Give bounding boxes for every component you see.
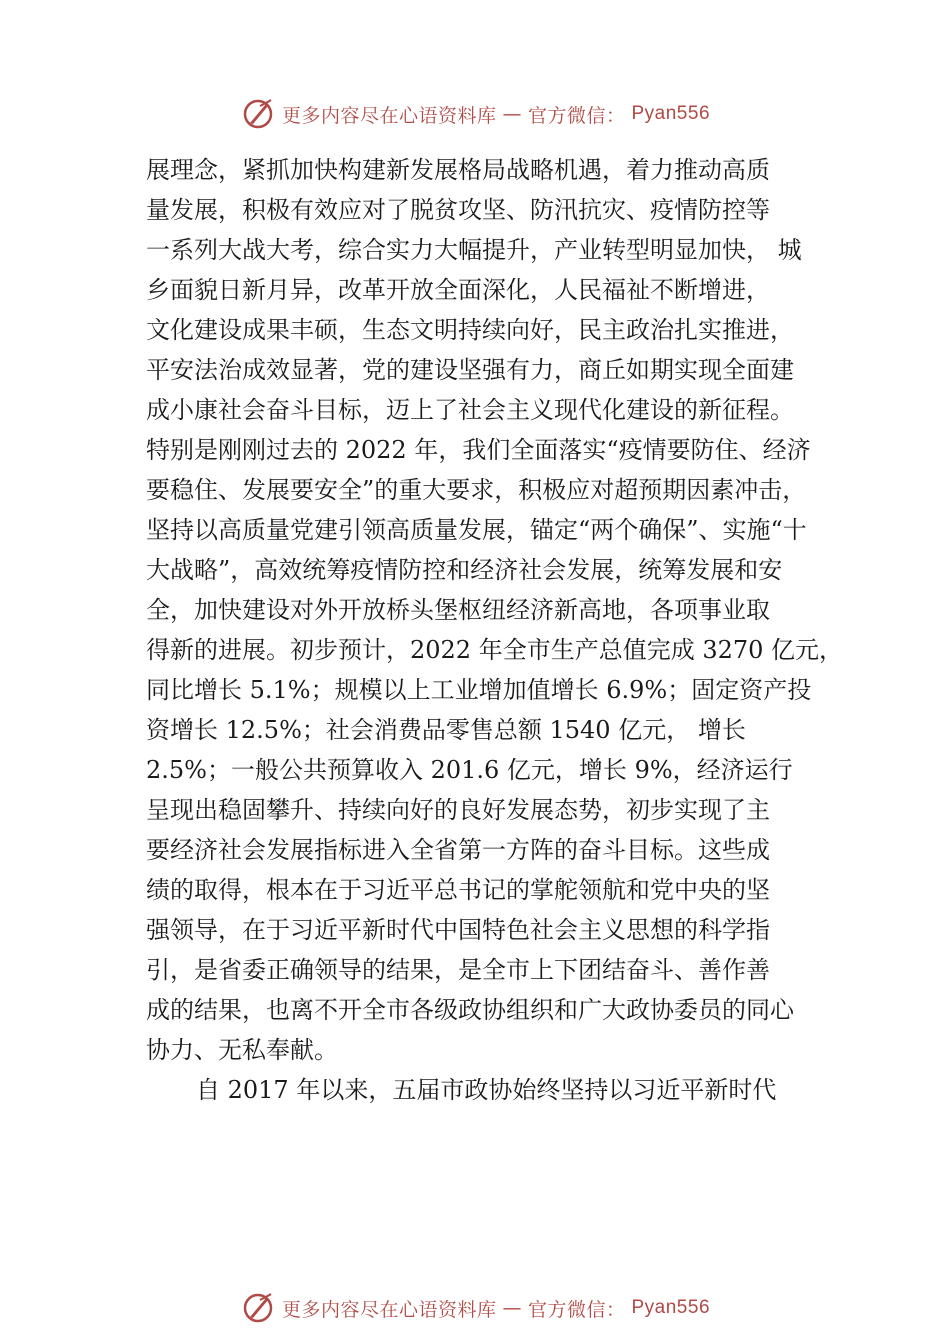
text-line: 要经济社会发展指标进入全省第一方阵的奋斗目标。这些成 bbox=[146, 836, 770, 864]
document-body bbox=[146, 150, 844, 1110]
watermark-site-text: 更多内容尽在心语资料库 bbox=[281, 104, 497, 127]
text-line: 同比增长 5.1%；规模以上工业增加值增长 6.9%；固定资产投 bbox=[146, 676, 812, 704]
text-line: 得新的进展。初步预计，2022 年全市生产总值完成 3270 亿元， bbox=[146, 636, 844, 664]
text-line: 平安法治成效显著，党的建设坚强有力，商丘如期实现全面建 bbox=[146, 356, 794, 384]
text-line: 要稳住、发展要安全”的重大要求，积极应对超预期因素冲击， bbox=[146, 476, 807, 504]
text-line: 协力、无私奉献。 bbox=[146, 1036, 338, 1064]
text-line: 一系列大战大考，综合实力大幅提升，产业转型明显加快， 城 bbox=[146, 236, 802, 264]
text-line: 成小康社会奋斗目标，迈上了社会主义现代化建设的新征程。 bbox=[146, 396, 794, 424]
quill-logo-icon bbox=[240, 1290, 276, 1326]
watermark-label: 官方微信： bbox=[527, 1298, 626, 1321]
text-line: 引，是省委正确领导的结果，是全市上下团结奋斗、善作善 bbox=[146, 956, 770, 984]
text-line: 文化建设成果丰硕，生态文明持续向好，民主政治扎实推进， bbox=[146, 316, 794, 344]
text-line: 绩的取得，根本在于习近平总书记的掌舵领航和党中央的坚 bbox=[146, 876, 770, 904]
watermark-site-text: 更多内容尽在心语资料库 bbox=[281, 1298, 497, 1321]
text-line: 乡面貌日新月异，改革开放全面深化，人民福祉不断增进， bbox=[146, 276, 770, 304]
text-line: 特别是刚刚过去的 2022 年，我们全面落实“疫情要防住、经济 bbox=[146, 436, 811, 464]
text-line: 资增长 12.5%；社会消费品零售总额 1540 亿元， 增长 bbox=[146, 716, 746, 744]
watermark-footer bbox=[0, 1290, 950, 1326]
watermark-wechat-id: Pyan556 bbox=[631, 1297, 711, 1318]
watermark-label: 官方微信： bbox=[527, 104, 626, 127]
watermark-separator: — bbox=[502, 1297, 522, 1319]
text-line: 2.5%；一般公共预算收入 201.6 亿元，增长 9%，经济运行 bbox=[146, 756, 793, 784]
watermark-header bbox=[0, 96, 950, 132]
quill-logo-icon bbox=[240, 96, 276, 132]
watermark-wechat-id: Pyan556 bbox=[631, 103, 711, 124]
text-line: 强领导，在于习近平新时代中国特色社会主义思想的科学指 bbox=[146, 916, 770, 944]
text-line: 成的结果，也离不开全市各级政协组织和广大政协委员的同心 bbox=[146, 996, 794, 1024]
paragraph-start-line: 自 2017 年以来，五届市政协始终坚持以习近平新时代 bbox=[196, 1076, 777, 1104]
text-line: 展理念，紧抓加快构建新发展格局战略机遇，着力推动高质 bbox=[146, 156, 770, 184]
text-line: 呈现出稳固攀升、持续向好的良好发展态势，初步实现了主 bbox=[146, 796, 770, 824]
text-line: 量发展，积极有效应对了脱贫攻坚、防汛抗灾、疫情防控等 bbox=[146, 196, 770, 224]
text-line: 大战略”，高效统筹疫情防控和经济社会发展，统筹发展和安 bbox=[146, 556, 783, 584]
text-line: 坚持以高质量党建引领高质量发展，锚定“两个确保”、实施“十 bbox=[146, 516, 807, 544]
watermark-separator: — bbox=[502, 103, 522, 125]
text-line: 全，加快建设对外开放桥头堡枢纽经济新高地，各项事业取 bbox=[146, 596, 770, 624]
